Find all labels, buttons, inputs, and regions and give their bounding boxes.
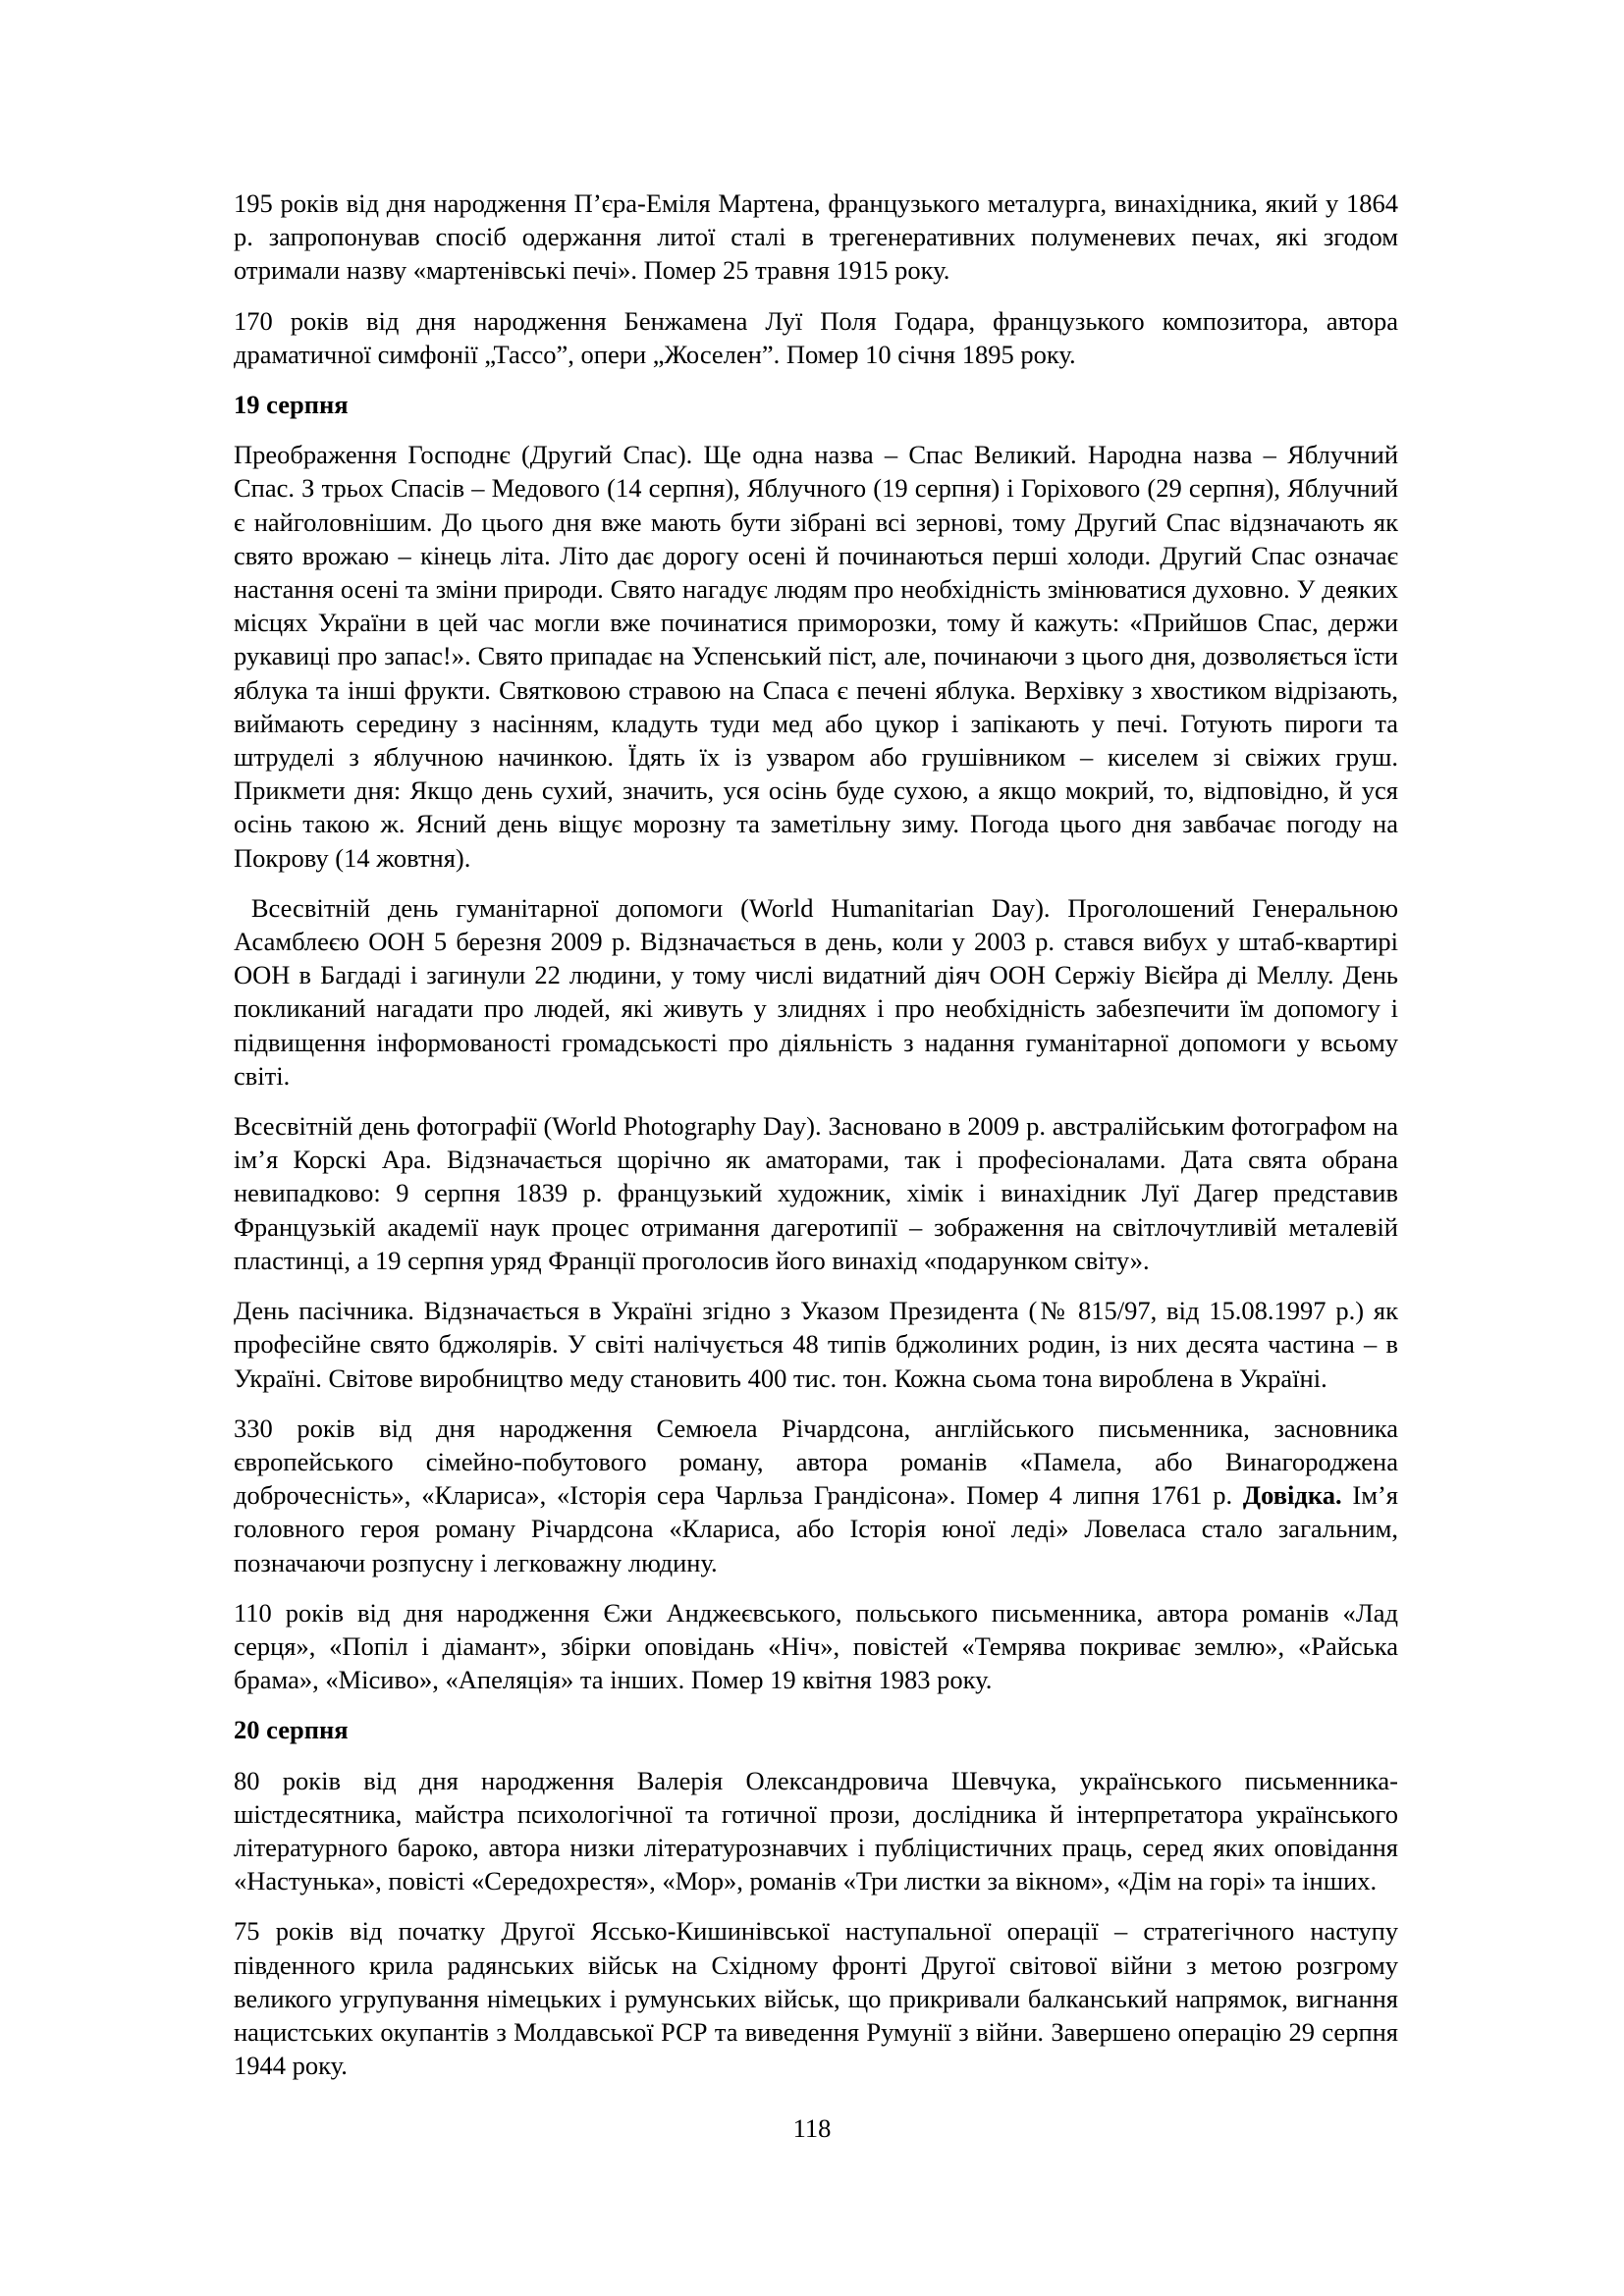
paragraph-marten: 195 років від дня народження П’єра-Еміля Мартена, французького металурга, винахідника, який у 1864 р. запропонував спосіб одержання литої сталі в трегенеративних полуменевих печах, які згодом отримали назву «мартенівські печі». Помер 25 травня 1915 року. xyxy=(234,188,1398,286)
reference-label: Довідка. xyxy=(1242,1480,1342,1511)
date-heading-20: 20 серпня xyxy=(234,1715,349,1745)
date-heading-19: 19 серпня xyxy=(234,390,349,420)
paragraph-transfiguration: Преображення Господнє (Другий Спас). Ще одна назва – Спас Великий. Народна назва – Яблучний Спас. З трьох Спасів – Медового (14 серпня), Яблучного (19 серпня) і Горіхового (29 серпня), Яблучний є найголовнішим. До цього дня вже мають бути зібрані всі зернові, тому Другий Спас відзначають як свято врожаю – кінець літа. Літо дає дорогу осені й починаються перші холоди. Другий Спас означає настання осені та зміни природи. Свято нагадує людям про необхідність змінюватися духовно. У деяких місцях України в цей час могли вже починатися приморозки, тому й кажуть: «Прийшов Спас, держи рукавиці про запас!». Свято припадає на Успенський піст, але, починаючи з цього дня, дозволяється їсти яблука та інші фрукти. Святковою стравою на Спаса є печені яблука. Верхівку з хвостиком відрізають, виймають середину з насінням, кладуть туди мед або цукор і запікають у печі. Готують пироги та штруделі з яблучною начинкою. Їдять їх із узваром або грушівником – киселем зі свіжих груш. Прикмети дня: Якщо день сухий, значить, уся осінь буде сухою, а якщо мокрий, то, відповідно, й уся осінь такою ж. Ясний день віщує морозну та заметільну зиму. Погода цього дня завбачає погоду на Покрову (14 жовтня). xyxy=(234,440,1398,873)
paragraph-andrzejewski: 110 років від дня народження Єжи Анджеєвського, польського письменника, автора романів «Лад серця», «Попіл і діамант», збірки оповідань «Ніч», повістей «Темрява покриває землю», «Райська брама», «Місиво», «Апеляція» та інших. Помер 19 квітня 1983 року. xyxy=(234,1597,1398,1695)
paragraph-richardson xyxy=(234,1412,1398,1579)
paragraph-shevchuk: 80 років від дня народження Валерія Олександровича Шевчука, українського письменника-шістдесятника, майстра психологічної та готичної прози, дослідника й інтерпретатора українського літературного бароко, автора низки літературознавчих і публіцистичних праць, серед яких оповідання «Настунька», повісті «Середохрестя», «Мор», романів «Три листки за вікном», «Дім на горі» та інших. xyxy=(234,1765,1398,1896)
paragraph-photography-day: Всесвітній день фотографії (World Photography Day). Засновано в 2009 р. австралійським фотографом на ім’я Корскі Ара. Відзначається щорічно як аматорами, так і професіоналами. Дата свята обрана невипадково: 9 серпня 1839 р. французький художник, хімік і винахідник Луї Дагер представив Французькій академії наук процес отримання дагеротипії – зображення на світлочутливій металевій пластинці, а 19 серпня уряд Франції проголосив його винахід «подарунком світу». xyxy=(234,1111,1398,1275)
paragraph-humanitarian-day: Всесвітній день гуманітарної допомоги (World Humanitarian Day). Проголошений Генеральною Асамблеєю ООН 5 березня 2009 р. Відзначається в день, коли у 2003 р. стався вибух у штаб-квартирі ООН в Багдаді і загинули 22 людини, у тому числі видатний діяч ООН Сержіу Вієйра ді Меллу. День покликаний нагадати про людей, які живуть у злиднях і про необхідність забезпечити їм допомогу і підвищення інформованості громадськості про діяльність з надання гуманітарної допомоги у всьому світі. xyxy=(234,892,1405,1091)
paragraph-beekeeper-day: День пасічника. Відзначається в Україні згідно з Указом Президента (№ 815/97, від 15.08.1997 р.) як професійне свято бджолярів. У світі налічується 48 типів бджолиних родин, із них десята частина – в Україні. Світове виробництво меду становить 400 тис. тон. Кожна сьома тона вироблена в Україні. xyxy=(234,1296,1398,1393)
paragraph-iasi-kishinev: 75 років від початку Другої Яссько-Кишинівської наступальної операції – стратегічного наступу південного крила радянських військ на Східному фронті Другої світової війни з метою розгрому великого угрупування німецьких і румунських військ, що прикривали балканський напрямок, вигнання нацистських окупантів з Молдавської РСР та виведення Румунії з війни. Завершено операцію 29 серпня 1944 року. xyxy=(234,1916,1398,2081)
document-body xyxy=(234,187,1405,2099)
richardson-reference: Ім’я головного героя роману Річардсона «Клариса, або Історія юної леді» Ловеласа стало загальним, позначаючи розпусну і легковажну людину. xyxy=(234,1480,1398,1577)
richardson-text: 330 років від дня народження Семюела Річардсона, англійського письменника, засновника європейського сімейно-побутового роману, автора романів «Памела, або Винагороджена доброчесність», «Клариса», «Історія сера Чарльза Грандісона». Помер 4 липня 1761 р. xyxy=(234,1413,1398,1511)
paragraph-godard: 170 років від дня народження Бенжамена Луї Поля Годара, французького композитора, автора драматичної симфонії „Тассо”, опери „Жоселен”. Помер 10 січня 1895 року. xyxy=(234,305,1398,369)
page-number: 118 xyxy=(792,2113,832,2143)
